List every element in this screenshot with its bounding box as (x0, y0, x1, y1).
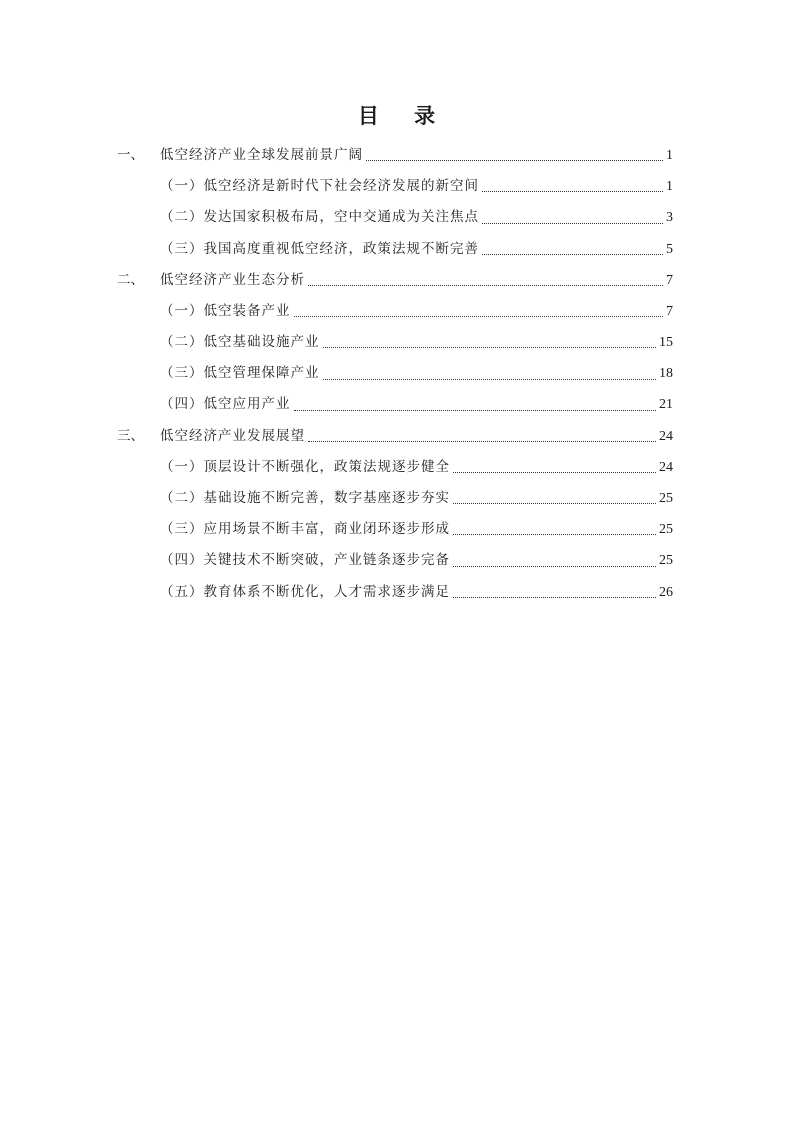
toc-entry-page: 15 (659, 335, 673, 351)
toc-entry-page: 7 (666, 272, 673, 288)
toc-entry-label: （一）顶层设计不断强化，政策法规逐步健全 (160, 458, 450, 475)
toc-entry-label: 低空经济产业发展展望 (160, 427, 305, 444)
toc-entry[interactable] (117, 390, 673, 421)
toc-entry[interactable] (117, 421, 673, 452)
toc-entry-page: 1 (666, 147, 673, 163)
toc-leader-dots (453, 565, 656, 567)
toc-entry[interactable] (117, 545, 673, 576)
toc-entry-number: 三、 (117, 427, 144, 444)
toc-entry[interactable] (117, 202, 673, 233)
toc-entry[interactable] (117, 577, 673, 608)
toc-entry-label: 低空经济产业全球发展前景广阔 (160, 146, 363, 163)
toc-title: 目 录 (357, 104, 450, 128)
toc-entry-page: 25 (659, 553, 673, 569)
toc-entry[interactable] (117, 483, 673, 514)
toc-entry[interactable] (117, 452, 673, 483)
toc-leader-dots (453, 502, 656, 504)
toc-entry-page: 18 (659, 366, 673, 382)
toc-leader-dots (323, 346, 657, 348)
toc-leader-dots (453, 596, 656, 598)
toc-list (117, 140, 673, 608)
toc-leader-dots (453, 471, 656, 473)
toc-entry[interactable] (117, 171, 673, 202)
toc-entry-page: 5 (666, 241, 673, 257)
toc-entry[interactable] (117, 234, 673, 265)
toc-leader-dots (323, 378, 657, 380)
toc-entry-page: 3 (666, 210, 673, 226)
toc-leader-dots (482, 253, 663, 255)
toc-entry-label: （四）低空应用产业 (160, 396, 291, 413)
toc-leader-dots (482, 190, 663, 192)
toc-entry-number: 一、 (117, 146, 144, 163)
toc-entry[interactable] (117, 514, 673, 545)
toc-entry-label: （二）低空基础设施产业 (160, 334, 320, 351)
toc-leader-dots (294, 315, 664, 317)
toc-entry-label: （二）基础设施不断完善，数字基座逐步夯实 (160, 490, 450, 507)
toc-entry-page: 7 (666, 303, 673, 319)
toc-entry-label: （一）低空装备产业 (160, 302, 291, 319)
toc-leader-dots (308, 440, 656, 442)
toc-leader-dots (308, 284, 663, 286)
toc-entry-label: 低空经济产业生态分析 (160, 271, 305, 288)
toc-entry-page: 26 (659, 584, 673, 600)
toc-entry[interactable] (117, 265, 673, 296)
toc-entry-label: （五）教育体系不断优化，人才需求逐步满足 (160, 583, 450, 600)
toc-leader-dots (366, 159, 663, 161)
toc-entry-label: （一）低空经济是新时代下社会经济发展的新空间 (160, 178, 479, 195)
toc-leader-dots (453, 533, 656, 535)
toc-entry-label: （三）低空管理保障产业 (160, 365, 320, 382)
toc-entry-label: （二）发达国家积极布局，空中交通成为关注焦点 (160, 209, 479, 226)
toc-entry-page: 24 (659, 428, 673, 444)
toc-entry-label: （三）应用场景不断丰富，商业闭环逐步形成 (160, 521, 450, 538)
toc-leader-dots (294, 409, 657, 411)
toc-entry-page: 1 (666, 179, 673, 195)
toc-entry-label: （四）关键技术不断突破，产业链条逐步完备 (160, 552, 450, 569)
toc-entry-label: （三）我国高度重视低空经济，政策法规不断完善 (160, 240, 479, 257)
toc-entry-page: 21 (659, 397, 673, 413)
toc-entry[interactable] (117, 358, 673, 389)
toc-entry[interactable] (117, 296, 673, 327)
toc-entry-page: 25 (659, 491, 673, 507)
toc-entry-page: 25 (659, 522, 673, 538)
toc-entry-number: 二、 (117, 271, 144, 288)
toc-leader-dots (482, 222, 663, 224)
toc-entry[interactable] (117, 327, 673, 358)
toc-entry-page: 24 (659, 459, 673, 475)
toc-entry[interactable] (117, 140, 673, 171)
